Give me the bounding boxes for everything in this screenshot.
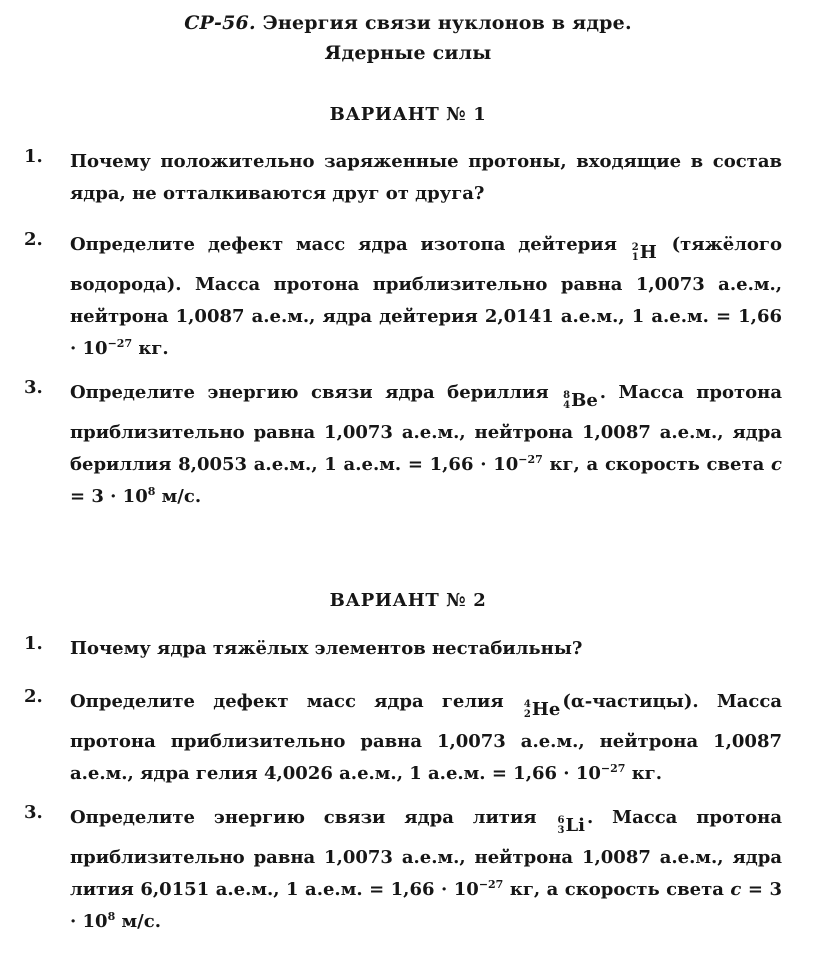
speed-of-light-symbol: c [771,454,782,475]
question-number: 1. [24,146,43,167]
question-text [70,377,782,513]
question-number: 2. [24,686,43,707]
element-symbol: Be [571,390,598,411]
exponent: 8 [147,485,156,498]
question-number: 1. [24,633,43,654]
question-text-part: Определите энергию связи ядра лития [70,807,537,828]
question-text-part: . Масса протона приблизительно равна 1,0073 а.е.м., нейтрона 1,0087 а.е.м., ядра бериллия 8,0053 а.е.м., 1 а.е.м. = 1,66 · 10 [70,382,783,475]
element-symbol: Li [565,815,585,836]
charge-number: 3 [557,825,565,836]
question-number: 2. [24,229,43,250]
question-number: 3. [24,802,43,823]
question-text-part: . Масса протона приблизительно равна 1,0073 а.е.м., нейтрона 1,0087 а.е.м., ядра лития 6,0151 а.е.м., 1 а.е.м. = 1,66 · 10 [70,807,782,900]
exponent: 8 [107,910,116,923]
mass-number: 6 [557,815,565,826]
variant-1-question-3 [24,377,782,513]
isotope-notation [632,237,657,269]
worksheet-code: СР-56. [184,12,256,34]
question-text-part: Определите дефект масс ядра гелия [70,691,504,712]
exponent: −27 [107,337,133,350]
charge-number: 4 [563,400,571,411]
mass-number: 2 [631,242,639,253]
isotope-notation [558,810,585,842]
question-text-part: Определите дефект масс ядра изотопа дейтерия [70,234,617,255]
worksheet-subtitle: Ядерные силы [324,42,492,64]
question-text-part: (α-частицы). Масса протона приблизительно равна 1,0073 а.е.м., нейтрона 1,0087 а.е.м., ядра гелия 4,0026 а.е.м., 1 а.е.м. = 1,66 · 10 [70,691,783,784]
question-text-part: Определите энергию связи ядра бериллия [70,382,549,403]
isotope-notation [524,694,560,726]
charge-number: 2 [523,709,531,720]
question-number: 3. [24,377,43,398]
question-text-part: м/с. [121,911,161,932]
exponent: −27 [600,762,626,775]
element-symbol: H [639,242,657,263]
worksheet-title [0,12,816,34]
variant-1-question-2 [24,229,782,365]
charge-number: 1 [631,252,639,263]
isotope-notation [563,385,598,417]
question-text-part: (тяжёлого водорода). Масса протона приблизительно равна 1,0073 а.е.м., нейтрона 1,0087 а.е.м., ядра дейтерия 2,0141 а.е.м., 1 а.е.м. = 1,66 · 10 [70,234,782,359]
question-text [70,802,782,938]
variant-1-heading: ВАРИАНТ № 1 [329,104,487,125]
question-text-part: кг, а скорость света [509,879,724,900]
question-text [70,229,782,365]
question-text-part: = 3 · 10 [70,486,148,507]
question-text-part: м/с. [161,486,202,507]
worksheet-title-text: Энергия связи нуклонов в ядре. [262,12,632,34]
question-text: Почему ядра тяжёлых элементов нестабильны? [70,638,583,659]
question-text [70,686,782,790]
question-text-part: кг, а скорость света [549,454,765,475]
variant-2-question-2 [24,686,782,790]
variant-1-question-1 [24,146,782,210]
element-symbol: He [531,699,561,720]
variant-2-heading: ВАРИАНТ № 2 [329,590,487,611]
question-text-part: = 3 · 10 [70,879,782,932]
question-text-part: кг. [138,338,169,359]
variant-2-question-1 [24,633,782,665]
question-text: Почему положительно заряженные протоны, входящие в состав ядра, не отталкиваются друг от друга? [70,151,782,204]
mass-number: 4 [523,699,531,710]
question-text-part: кг. [631,763,662,784]
mass-number: 8 [563,390,571,401]
speed-of-light-symbol: c [730,879,742,900]
exponent: −27 [478,878,504,891]
exponent: −27 [518,453,543,466]
variant-2-question-3 [24,802,782,938]
